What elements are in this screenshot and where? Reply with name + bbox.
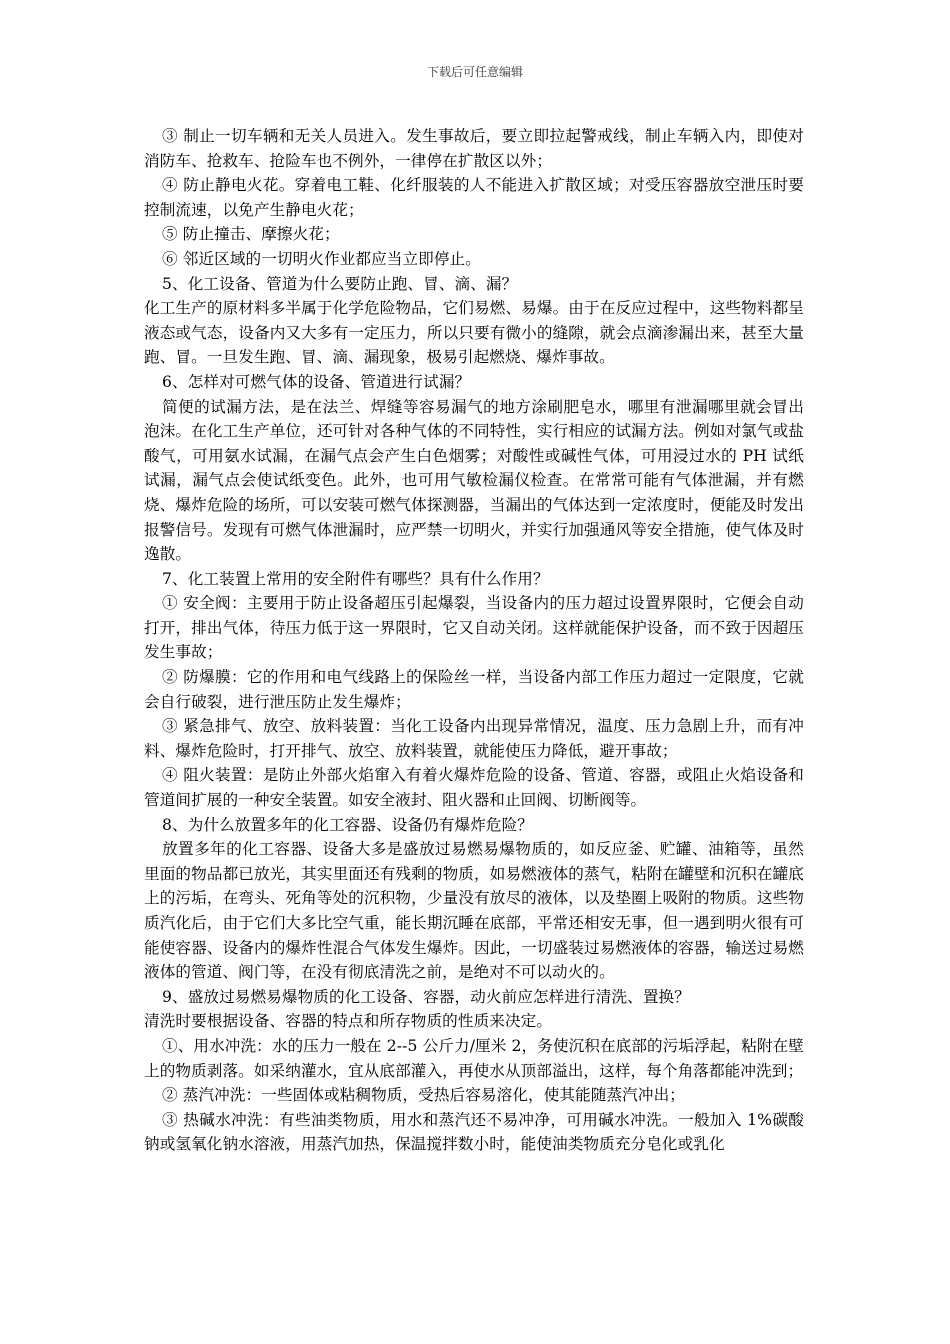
question-heading: 9、盛放过易燃易爆物质的化工设备、容器，动火前应怎样进行清洗、置换？ [162,987,690,1006]
question-heading: 7、化工装置上常用的安全附件有哪些？具有什么作用？ [162,569,549,588]
paragraph: 清洗时要根据设备、容器的特点和所存物质的性质来决定。 [144,1012,553,1031]
paragraph: 放置多年的化工容器、设备大多是盛放过易燃易爆物质的，如反应釜、贮罐、油箱等，虽然里面的物品都已放光，其实里面还有残剩的物质，如易燃液体的蒸气，粘附在罐壁和沉积在罐底上的污垢，在弯头、死角等处的沉积物，少量没有放尽的液体，以及垫圈上吸附的物质。这些物质汽化后，由于它们大多比空气重，能长期沉睡在底部，平常还相安无事，但一遇到明火很有可能使容器、设备内的爆炸性混合气体发生爆炸。因此，一切盛装过易燃液体的容器，输送过易燃液体的管道、阀门等，在没有彻底清洗之前，是绝对不可以动火的。 [144,840,804,982]
paragraph: ② 防爆膜：它的作用和电气线路上的保险丝一样，当设备内部工作压力超过一定限度，它就会自行破裂，进行泄压防止发生爆炸； [144,668,804,711]
paragraph: ⑤ 防止撞击、摩擦火花； [162,225,340,244]
paragraph: ⑥ 邻近区域的一切明火作业都应当立即停止。 [162,249,481,268]
question-heading: 6、怎样对可燃气体的设备、管道进行试漏？ [162,372,471,391]
paragraph: ③ 热碱水冲洗：有些油类物质，用水和蒸汽还不易冲净，可用碱水冲洗。一般加入 1%碳酸钠或氢氧化钠水溶液，用蒸汽加热，保温搅拌数小时，能使油类物质充分皂化或乳化 [144,1110,804,1154]
paragraph: ① 安全阀：主要用于防止设备超压引起爆裂，当设备内的压力超过设置界限时，它便会自动打开，排出气体，待压力低于这一界限时，它又自动关闭。这样就能保护设备，而不致于因超压发生事故； [144,594,804,662]
paragraph: ④ 阻火装置：是防止外部火焰窜入有着火爆炸危险的设备、管道、容器，或阻止火焰设备和管道间扩展的一种安全装置。如安全液封、阻火器和止回阀、切断阀等。 [144,766,804,810]
paragraph: 简便的试漏方法，是在法兰、焊缝等容易漏气的地方涂刷肥皂水，哪里有泄漏哪里就会冒出泡沫。在化工生产单位，还可针对各种气体的不同特性，实行相应的试漏方法。例如对氯气或盐酸气，可用氨水试漏，在漏气点会产生白色烟雾；对酸性或碱性气体，可用浸过水的 PH 试纸试漏，漏气点会使试纸变色。此外，也可用气敏检漏仪检查。在常常可能有气体泄漏，并有燃烧、爆炸危险的场所，可以安装可燃气体探测器，当漏出的气体达到一定浓度时，便能及时发出报警信号。发现有可燃气体泄漏时，应严禁一切明火，并实行加强通风等安全措施，使气体及时逸散。 [144,397,804,564]
paragraph: ② 蒸汽冲洗：一些固体或粘稠物质，受热后容易溶化，使其能随蒸汽冲出； [162,1086,685,1105]
paragraph: ③ 制止一切车辆和无关人员进入。发生事故后，要立即拉起警戒线，制止车辆入内，即使对消防车、抢救车、抢险车也不例外，一律停在扩散区以外； [144,127,804,170]
question-heading: 8、为什么放置多年的化工容器、设备仍有爆炸危险？ [162,815,533,834]
document-body [144,124,804,1157]
paragraph: ①、用水冲洗：水的压力一般在 2--5 公斤力/厘米 2，务使沉积在底部的污垢浮起，粘附在壁上的物质剥落。如采纳灌水，宜从底部灌入，再使水从顶部溢出，这样，每个角落都能冲洗到； [144,1036,804,1080]
paragraph: ④ 防止静电火花。穿着电工鞋、化纤服装的人不能进入扩散区域；对受压容器放空泄压时要控制流速，以免产生静电火花； [144,176,804,219]
question-heading: 5、化工设备、管道为什么要防止跑、冒、滴、漏？ [162,274,518,293]
paragraph: 化工生产的原材料多半属于化学危险物品，它们易燃、易爆。由于在反应过程中，这些物料都呈液态或气态，设备内又大多有一定压力，所以只要有微小的缝隙，就会点滴渗漏出来，甚至大量跑、冒。一旦发生跑、冒、滴、漏现象，极易引起燃烧、爆炸事故。 [144,299,804,367]
page-header: 下载后可任意编辑 [426,65,523,79]
paragraph: ③ 紧急排气、放空、放料装置：当化工设备内出现异常情况，温度、压力急剧上升，而有冲料、爆炸危险时，打开排气、放空、放料装置，就能使压力降低，避开事故； [144,717,804,760]
